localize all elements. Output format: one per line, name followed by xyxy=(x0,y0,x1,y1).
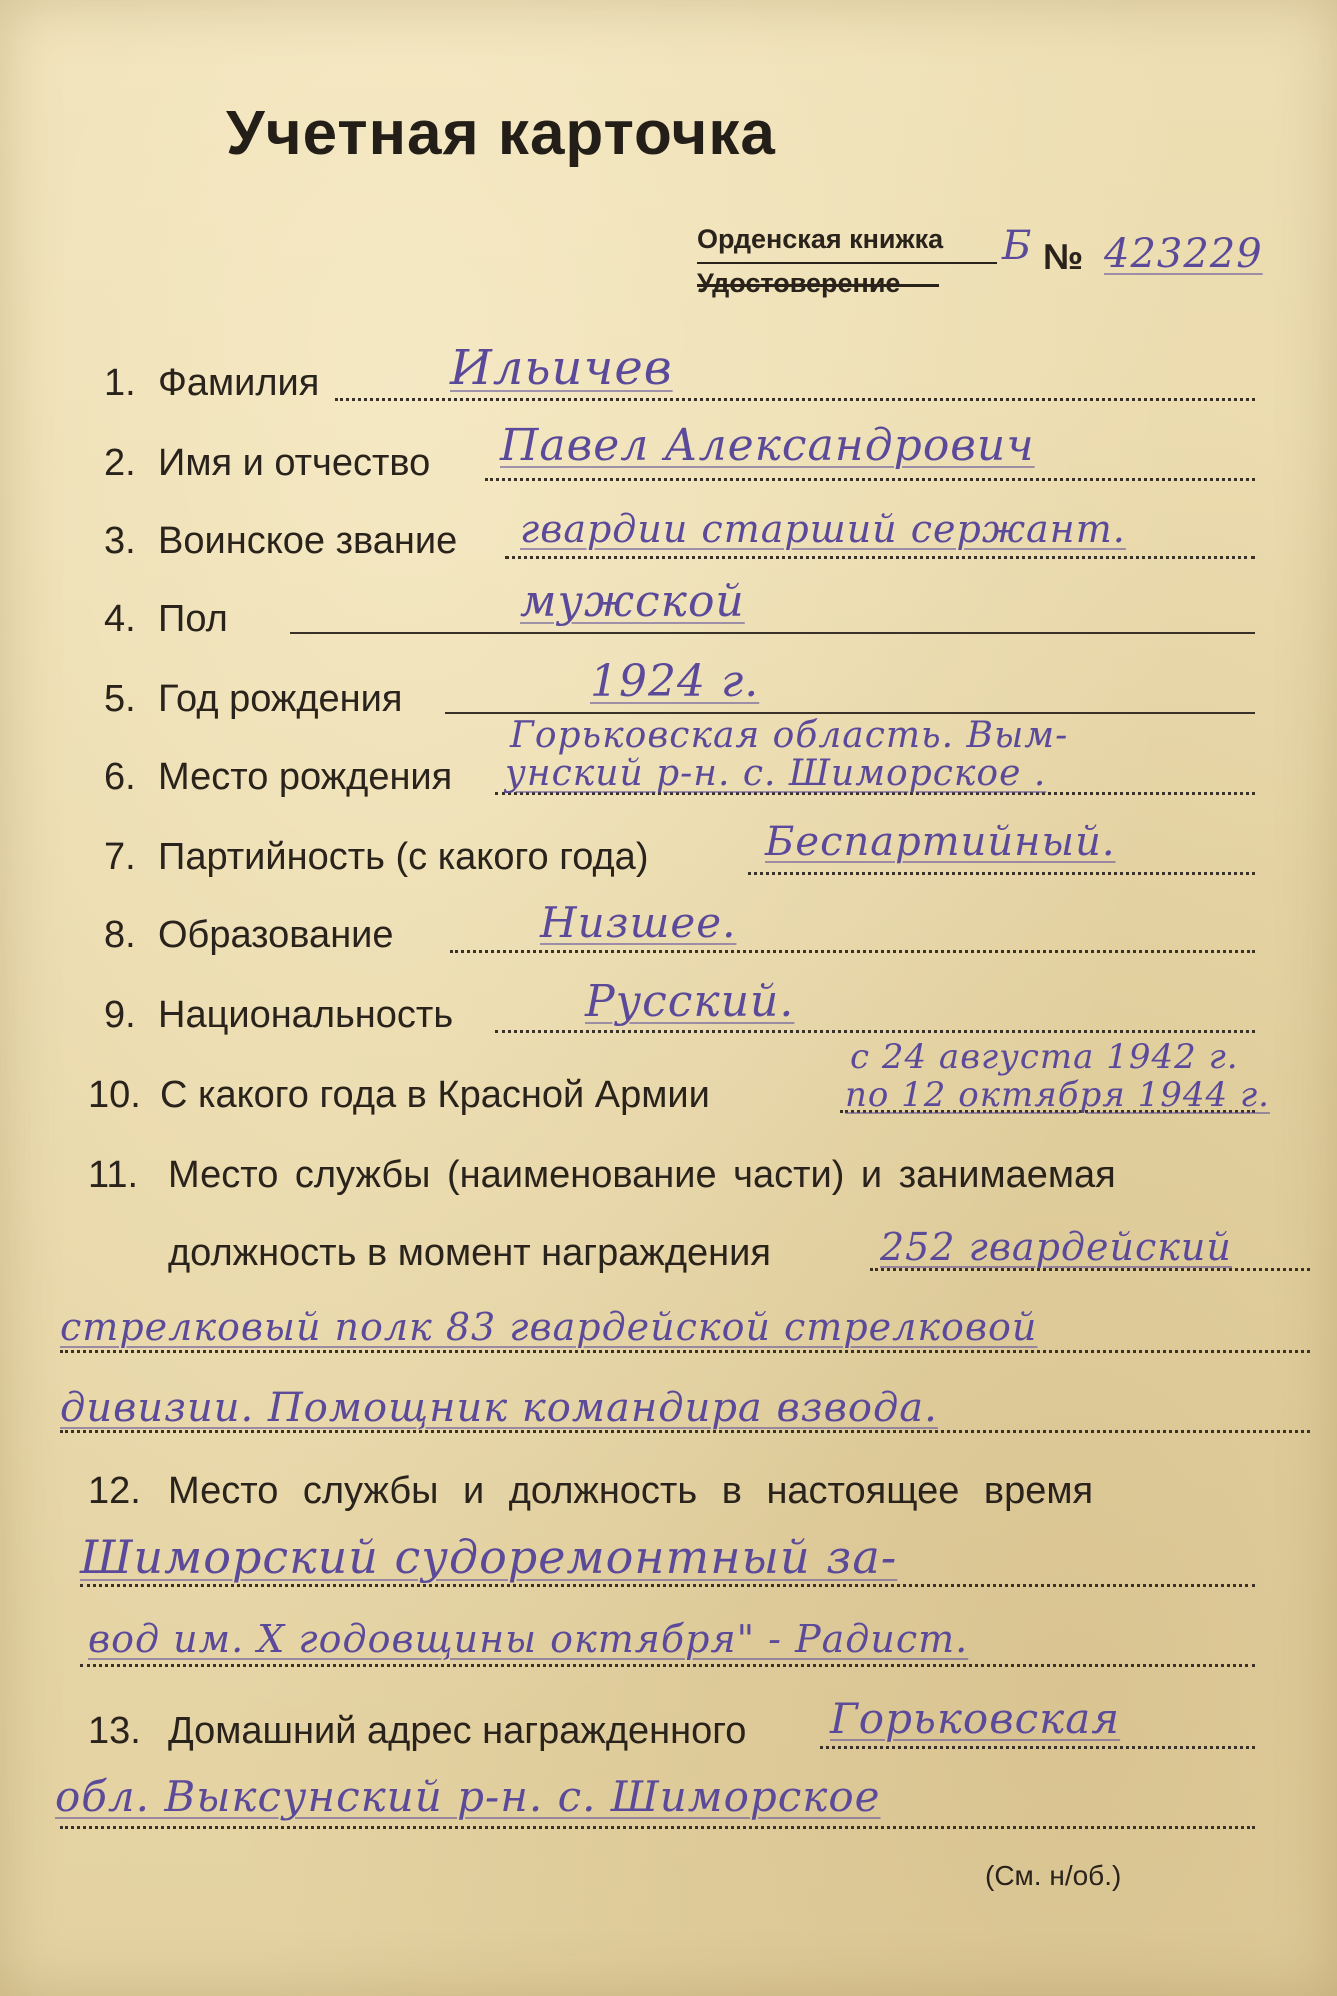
field-13-label: Домашний адрес награжденного xyxy=(168,1710,747,1752)
order-book-number: 423229 xyxy=(1104,231,1263,277)
order-book-label: Орденская книжка xyxy=(697,224,944,254)
field-12-line-2 xyxy=(80,1664,1255,1667)
field-11-label-line-1: Место службы (наименование части) и занимаемая xyxy=(168,1154,1116,1196)
field-5-value: 1924 г. xyxy=(590,656,760,707)
field-8-value: Низшее. xyxy=(540,898,737,947)
field-9-line xyxy=(495,1030,1255,1033)
field-10-value-line-1: с 24 августа 1942 г. xyxy=(850,1037,1239,1077)
card-title: Учетная карточка xyxy=(226,99,776,168)
field-6-value-line-1: Горьковская область. Вым- xyxy=(510,715,1069,756)
see-reverse-note: (См. н/об.) xyxy=(985,1860,1122,1891)
field-11-line-2 xyxy=(60,1350,1310,1353)
field-11-label-line-2: должность в момент награждения xyxy=(168,1232,771,1274)
field-1-label: Фамилия xyxy=(158,362,320,404)
field-7-value: Беспартийный. xyxy=(765,819,1116,865)
field-3-number: 3. xyxy=(104,520,136,562)
field-2-line xyxy=(485,478,1255,481)
field-4-line xyxy=(290,632,1255,634)
field-12-value-line-1: Шиморский судоремонтный за- xyxy=(80,1530,898,1584)
field-11-value-line-3: дивизии. Помощник командира взвода. xyxy=(60,1385,938,1431)
field-13-line-2 xyxy=(60,1826,1255,1829)
field-7-line xyxy=(748,872,1255,875)
field-9-label: Национальность xyxy=(158,994,454,1036)
field-6-label: Место рождения xyxy=(158,756,453,798)
field-9-number: 9. xyxy=(104,994,136,1036)
field-1-number: 1. xyxy=(104,362,136,404)
field-7-label: Партийность (с какого года) xyxy=(158,836,649,878)
field-4-number: 4. xyxy=(104,598,136,640)
order-book-divider xyxy=(697,262,997,264)
field-12-line-1 xyxy=(80,1584,1255,1587)
field-4-value: мужской xyxy=(520,576,745,627)
field-6-value-line-2: унский р-н. с. Шиморское . xyxy=(505,753,1047,794)
field-13-value-line-2: обл. Выксунский р-н. с. Шиморское xyxy=(55,1772,881,1821)
order-book-series: Б xyxy=(1002,223,1033,269)
field-12-number: 12. xyxy=(88,1470,141,1512)
field-5-line xyxy=(445,712,1255,714)
field-3-value: гвардии старший сержант. xyxy=(520,507,1126,551)
field-10-number: 10. xyxy=(88,1074,141,1116)
certificate-label: Удостоверение xyxy=(697,268,901,298)
field-10-label: С какого года в Красной Армии xyxy=(160,1074,710,1116)
field-11-number: 11. xyxy=(88,1154,139,1196)
field-4-label: Пол xyxy=(158,598,228,640)
field-11-value-line-2: стрелковый полк 83 гвардейской стрелковой xyxy=(60,1305,1038,1349)
field-5-number: 5. xyxy=(104,678,136,720)
field-2-number: 2. xyxy=(104,442,136,484)
field-13-value-line-1: Горьковская xyxy=(830,1694,1121,1743)
field-13-number: 13. xyxy=(88,1710,141,1752)
field-8-label: Образование xyxy=(158,914,394,956)
field-3-label: Воинское звание xyxy=(158,520,458,562)
field-2-value: Павел Александрович xyxy=(500,420,1035,471)
field-8-line xyxy=(450,950,1255,953)
field-13-line-1 xyxy=(820,1746,1255,1749)
field-10-value-line-2: по 12 октября 1944 г. xyxy=(845,1075,1270,1115)
field-6-number: 6. xyxy=(104,756,136,798)
field-1-value: Ильичев xyxy=(450,340,673,396)
number-sign: № xyxy=(1043,236,1084,277)
field-1-line xyxy=(335,398,1255,401)
field-11-value-line-1: 252 гвардейский xyxy=(880,1225,1232,1269)
field-7-number: 7. xyxy=(104,836,136,878)
field-9-value: Русский. xyxy=(585,976,795,1027)
field-12-label: Место службы и должность в настоящее время xyxy=(168,1470,1094,1512)
field-2-label: Имя и отчество xyxy=(158,442,431,484)
certificate-strikethrough xyxy=(697,284,939,287)
field-8-number: 8. xyxy=(104,914,136,956)
field-3-line xyxy=(505,556,1255,559)
field-5-label: Год рождения xyxy=(158,678,403,720)
field-12-value-line-2: вод им. Х годовщины октября" - Радист. xyxy=(88,1617,969,1661)
